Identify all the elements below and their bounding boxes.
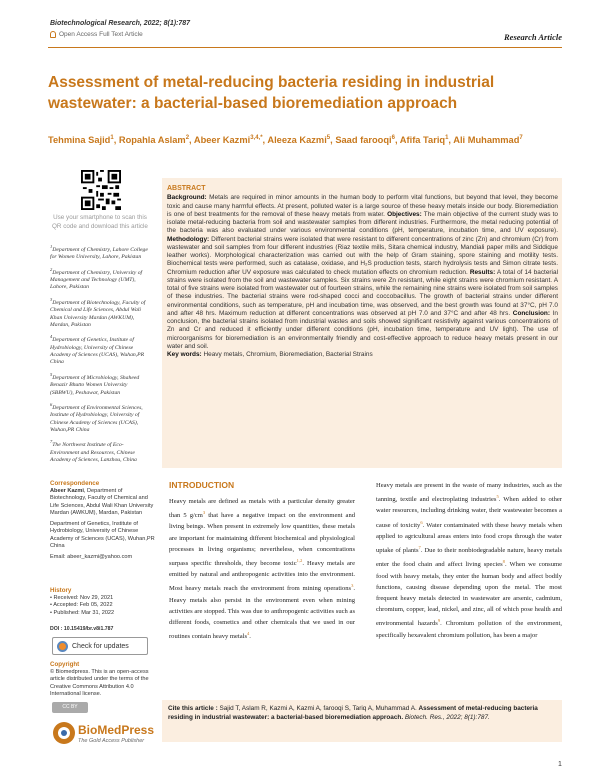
copyright-block — [50, 661, 158, 699]
history-published: • Published: Mar 31, 2022 — [50, 609, 115, 616]
check-for-updates-button[interactable]: Check for updates — [52, 637, 148, 655]
open-access-label — [50, 31, 143, 38]
cc-license-badge[interactable]: CC BY — [52, 702, 88, 713]
abstract-heading: ABSTRACT — [167, 185, 206, 192]
author-list: Tehmina Sajid$^1$, Ropahla Aslam$^2$, Abeer Kazmi$^{3,4,*}$, Aleeza Kazmi$^5$, Saad farooqi$^6$, Afifa Tariq$^1$, Ali Muhammad$^7$ — [48, 135, 523, 146]
affiliation-item: $^6$Department of Environmental Sciences, Institute of Hydrobiology, University of Chinese Academy of Sciences (UCAS), Wuhan,PR China — [50, 401, 143, 434]
affiliation-item: $^7$The Northwest Institute of Eco-Environment and Resources, Chinese Academy of Sciences, Lanzhou, China — [50, 439, 137, 464]
author[interactable]: Aleeza Kazmi — [267, 135, 327, 146]
paper-title: Assessment of metal-reducing bacteria residing in industrial wastewater: a bacterial-based bioremediation approach — [48, 74, 495, 112]
publisher-logo[interactable] — [52, 716, 162, 750]
biomedpress-logo-icon — [52, 721, 76, 745]
author[interactable]: Afifa Tariq — [399, 135, 446, 146]
author[interactable]: Ropahla Aslam — [118, 135, 186, 146]
publisher-tagline: The Gold Access Publisher — [78, 738, 145, 744]
affiliation-item: $^4$Department of Genetics, Institute of Hydrobiology, University of Chinese Academy of Sciences (UCAS), Wuhan,PR China — [50, 334, 145, 366]
correspondence-email[interactable]: Email: abeer_kazmi@yahoo.com — [50, 553, 133, 560]
article-type: Research Article — [504, 32, 562, 42]
history-block — [50, 587, 158, 617]
affiliation-item: $^3$Department of Biotechnology, Faculty of Chemical and Life Sciences, Abdul Wali Khan University Mardan (AWKUM), Mardan, Pakistan — [50, 296, 146, 328]
correspondence-block: Correspondence Abeer Kazmi, Department of Biotechnology, Faculty of Chemical and Life Sciences, Abdul Wali Khan University Mardan (AWKUM), Mardan, Pakistan Department of Genetics, Institute of Hydrobiology, University of Chinese Academy of Sciences (UCAS), Wuhan,PR China Email: abeer_kazmi@yahoo.com — [50, 480, 158, 561]
publisher-name: BioMedPress — [78, 723, 155, 737]
history-accepted: • Accepted: Feb 05, 2022 — [50, 602, 113, 608]
author[interactable]: Saad farooqi — [335, 135, 392, 146]
correspondence-name: Abeer Kazmi — [50, 487, 84, 494]
journal-citation: Biotechnological Research, 2022; 8(1):787 — [50, 20, 191, 27]
open-access-lock-icon — [50, 31, 56, 38]
doi[interactable]: DOI : 10.15419/br.v8i1.787 — [50, 626, 114, 632]
open-access-text: Open Access Full Text Article — [59, 31, 143, 38]
history-heading: History — [50, 587, 72, 594]
history-received: • Received: Nov 29, 2021 — [50, 594, 114, 601]
affiliation-item: $^2$Department of Chemistry, University of Management and Technology (UMT), Lahore, Pakistan — [50, 266, 143, 291]
author[interactable]: Tehmina Sajid — [48, 135, 111, 146]
copyright-text: © Biomedpress. This is an open-access article distributed under the terms of the Creative Commons Attribution 4.0 International license. — [50, 668, 149, 697]
author[interactable]: Ali Muhammad — [453, 135, 520, 146]
check-updates-icon — [57, 641, 68, 652]
introduction-heading: INTRODUCTION — [169, 480, 235, 490]
intro-column-1: Heavy metals are defined as metals with a particular density greater than 5 $g/cm^3$ that have a negative impact on the environment and living beings. When present in extremely low quantities, these metals are important for maintaining different biochemical and physiological processes in living organisms; nevertheless, when concentrations surpass specific thresholds, they become toxic$^{1,2}$. Heavy metals are emitted by natural and anthropogenic activities into the environment. Most heavy metals reach the environment from mining operations$^3$. Heavy metals also persist in the environment even when mining activities are stopped. This was due to anthropogenic activities such as different foods, cosmetics and other chemicals that we used in our routines contain heavy metals$^4$. — [169, 498, 356, 641]
qr-code-icon[interactable] — [81, 170, 121, 210]
copyright-heading: Copyright — [50, 661, 80, 668]
qr-caption: Use your smartphone to scan this QR code and download this article — [52, 214, 148, 230]
affiliations — [50, 243, 150, 469]
intro-column-2: Heavy metals are present in the waste of many industries, such as the tanning, textile and electroplating industries$^5$. When added to other water resources, including drinking water, their wastewater becomes a cause of toxicity$^6$. Water contaminated with these heavy metals when applied to agricultural areas enters into food crops through the water uptake of plants$^7$. Due to their nonbiodegradable nature, heavy metals enter the food chain and affect living species$^8$. When we consume food with heavy metals, they enter the human body and affect bodily functions, causing disease depending upon the metal. The most frequent heavy metals detected in wastewater are arsenic, cadmium, chromium, copper, lead, nickel, and zinc, all of which pose health and environmental hazards$^9$. Chromium pollution of the environment, specifically hexavalent chromium pollution, has been a major — [376, 482, 562, 639]
correspondence-heading: Correspondence — [50, 480, 100, 487]
page-number: 1 — [558, 761, 562, 768]
affiliation-item: $^5$Department of Microbiology, Shaheed Benazir Bhutto Women University (SBBWU), Peshawar, Pakistan — [50, 371, 140, 396]
abstract: ABSTRACT Background: Metals are required in minor amounts in the human body to perform vital functions, but beyond that level, they become toxic and cause many harmful effects. At present, polluted water is a large source of these heavy metals inside our body. Bioremediation is one of best treatments for the removal of these heavy metals from water. Objectives: The main objective of the current study was to isolate metal-reducing bacteria from soil and wastewater samples from different industries. Furthermore, the metal reducing potential of the bacteria was also evaluated under various environmental conditions (pH, temperature, incubation time, and UV exposure). Methodology: Different bacterial strains were isolated that were resistant to different concentrations of zinc (Zn) and chromium (Cr) from wastewater and soil samples from four different industries (Riaz textile mills, Sitara chemical industry, Mandiali paper mills and Siddique leather works). Morphological characterization was carried out with the help of Gram staining, spore staining and motility tests. Biochemical tests were performed, such as catalase, oxidase, and H₂S production tests, starch hydrolysis tests and Simon citrate tests. Chromium reduction after UV exposure was calculated to check mutation effects on chromium reduction. Results: A total of 14 bacterial strains were isolated from the soil and wastewater samples. Six strains were Zn resistant, while eight strains were chromium resistant. A total of five strains were isolated from wastewater out of fourteen strains, while the remaining nine strains were isolated from soil samples of these industries. The bacterial strains were rod-shaped cocci and coccobacillus. The growth of bacterial strains under different environmental conditions, such as temperature, pH and incubation time, was observed, and the best growth was found at 37°C, pH 7.0 and after 48 hrs. Maximum reduction at different concentrations was observed at pH 7.0 and 37°C and after 48 hrs. Conclusion: In conclusion, the bacterial strains isolated from industrial wastes and soils showed significant resistivity against various concentrations of Zn and Cr and reduced it efficiently under different conditions (pH, incubation time, temperature and UV light). The use of microorganisms for bioremediation is an environmentally friendly and cost-effective approach to reduce heavy metals present in our water and soil. Key words: Heavy metals, Chromium, Bioremediation, Bacterial Strains — [167, 185, 558, 358]
cite-this-article: Cite this article : Sajid T, Aslam R, Kazmi A, Kazmi A, farooqi S, Tariq A, Muhammad A. Assessment of metal-reducing bacteria residing in industrial wastewater: a bacterial-based bioremediation approach. Biotech. Res., 2022; 8(1):787. — [168, 705, 538, 721]
author[interactable]: Abeer Kazmi — [193, 135, 251, 146]
affiliation-item: $^1$Department of Chemistry, Lahore College for Women University, Lahore, Pakistan — [50, 244, 148, 261]
header-divider — [48, 47, 562, 48]
